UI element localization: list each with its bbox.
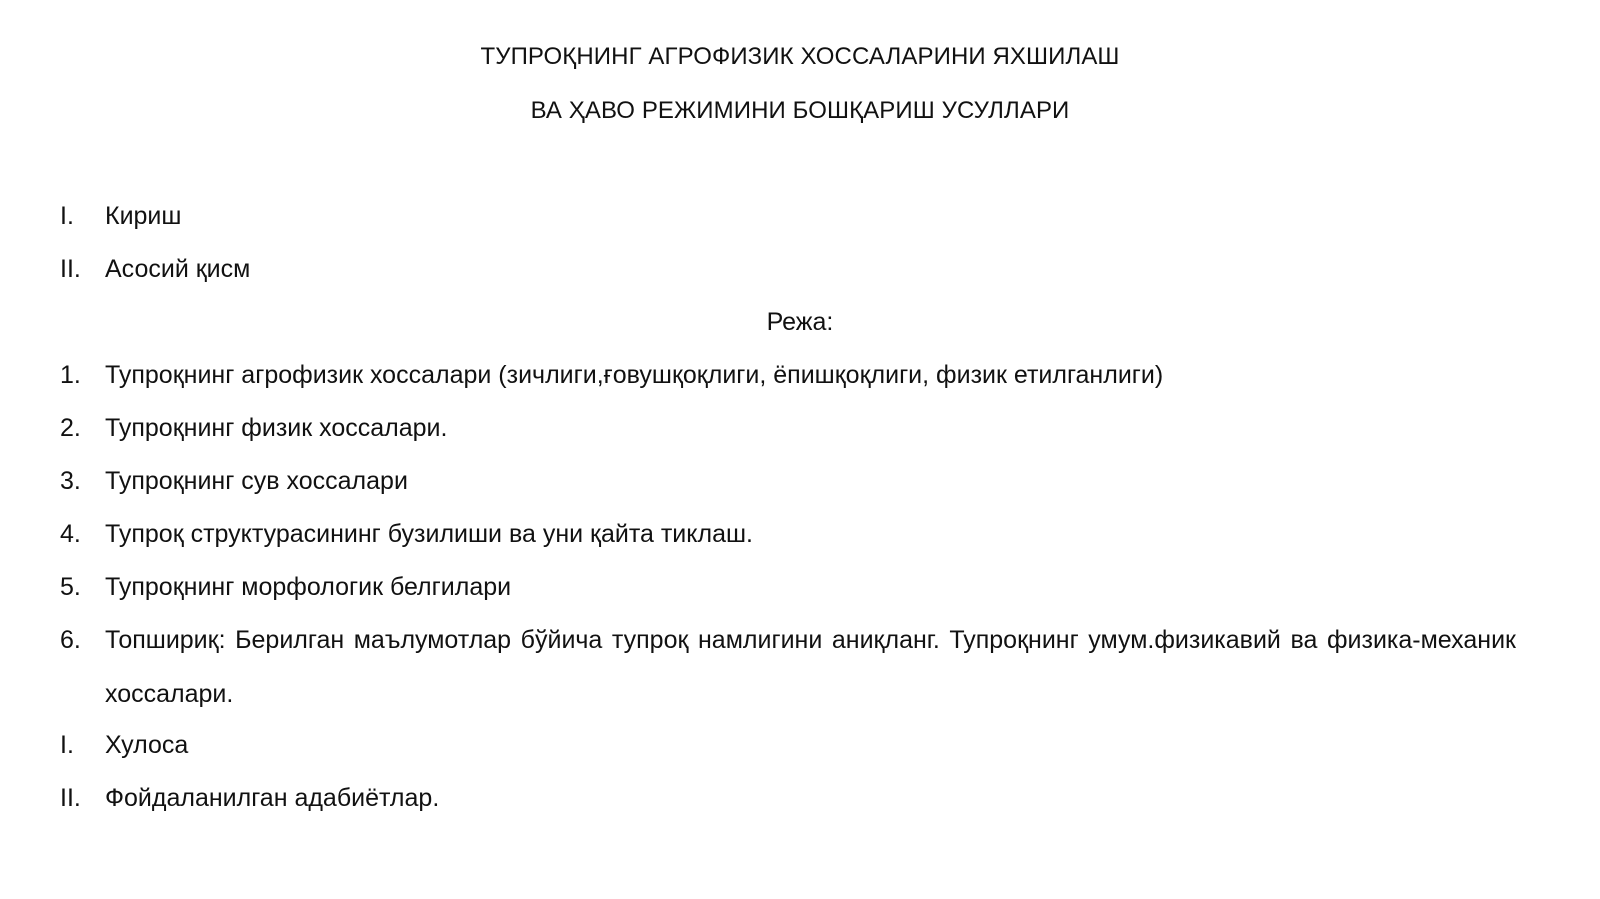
list-item-text: Фойдаланилган адабиётлар. <box>105 784 440 812</box>
list-marker: 4. <box>60 520 81 548</box>
document-title-line-1: ТУПРОҚНИНГ АГРОФИЗИК ХОССАЛАРИНИ ЯХШИЛАШ <box>480 43 1120 70</box>
document-title-line-2: ВА ҲАВО РЕЖИМИНИ БОШҚАРИШ УСУЛЛАРИ <box>530 97 1070 124</box>
list-item-text: Тупроқнинг морфологик белгилари <box>105 573 512 601</box>
list-marker: 3. <box>60 467 81 495</box>
list-marker: 2. <box>60 414 81 442</box>
list-marker: II. <box>60 784 81 812</box>
plan-item-6-text: Топшириқ: Берилган маълумотлар бўйича тупроқ намлигини аниқланг. Тупроқнинг умум.физикавий ва физика-механик хоссалари. <box>105 626 1516 708</box>
list-item-text: Тупроқнинг сув хоссалари <box>105 467 408 495</box>
list-item-text: Асосий қисм <box>105 255 251 283</box>
list-item-text: Хулоса <box>105 731 189 759</box>
list-marker: I. <box>60 202 74 230</box>
list-marker: 6. <box>60 626 81 654</box>
list-item-text: Тупроқнинг агрофизик хоссалари (зичлиги,ғовушқоқлиги, ёпишқоқлиги, физик етилганлиги) <box>105 361 1164 389</box>
list-marker: 5. <box>60 573 81 601</box>
list-marker: I. <box>60 731 74 759</box>
list-item-text: Тупроқ структурасининг бузилиши ва уни қайта тиклаш. <box>105 520 753 548</box>
list-item-text: Тупроқнинг физик хоссалари. <box>105 414 448 442</box>
list-item-text: Кириш <box>105 202 182 230</box>
list-marker: 1. <box>60 361 81 389</box>
list-marker: II. <box>60 255 81 283</box>
plan-heading: Режа: <box>766 308 834 336</box>
